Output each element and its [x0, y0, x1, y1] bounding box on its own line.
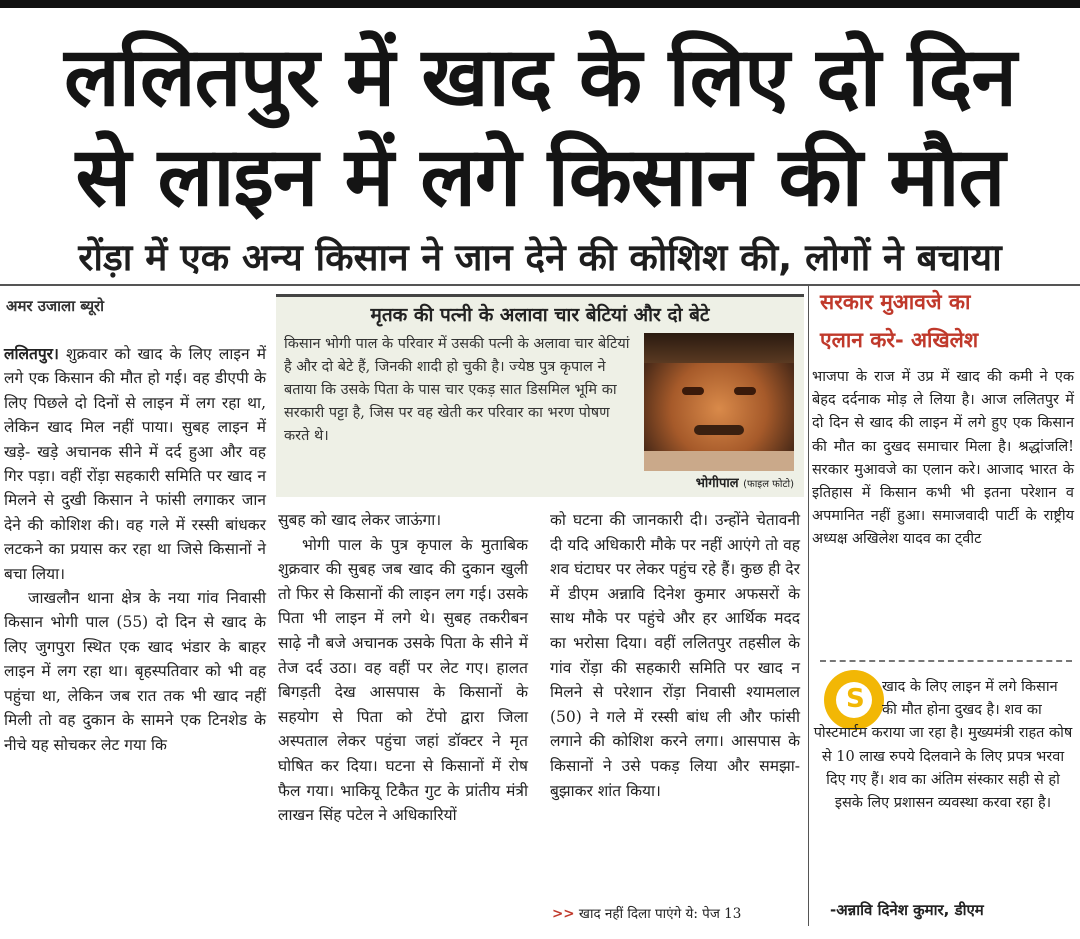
paragraph: शुक्रवार को खाद के लिए लाइन में लगे एक किसान की मौत हो गई। वह डीएपी के लिए पिछले दो दिनों से लाइन में लग रहा था, लेकिन खाद मिल नहीं पाया। सुबह लाइन में खड़े- खड़े अचानक सीने में दर्द हुआ और वह गिर पड़ा। वहीं रोंड़ा सहकारी समिति पर खाद न मिलने से दुखी किसान ने फांसी लगाकर जान देने की कोशिश की। वह गले में रस्सी बांधकर लटकने का प्रयास कर रहा था जिसे किसानों ने बचा लिया।	[4, 345, 266, 583]
quote-text: खाद के लिए लाइन में लगे किसान की मौत होना दुखद है। शव का	[882, 679, 1058, 719]
page-reference-text: खाद नहीं दिला पाएंगे ये: पेज 13	[578, 906, 742, 922]
caption-note: (फाइल फोटो)	[743, 479, 794, 490]
sidebar-box	[276, 294, 804, 497]
byline: अमर उजाला ब्यूरो	[6, 297, 105, 315]
side-story-title-2: एलान करे- अखिलेश	[820, 328, 979, 352]
paragraph: भोगी पाल के पुत्र कृपाल के मुताबिक शुक्रवार की सुबह जब खाद की दुकान खुली तो फिर से किसानों की लाइन लग गई। उसके पिता भी लाइन में लगे थे। सुबह तकरीबन साढ़े नौ बजे अचानक उसके पिता के सीने में तेज दर्द उठा। वह वहीं पर लेट गए। हालत बिगड़ती देख आसपास के किसानों के सहयोग से पिता को टेंपो द्वारा जिला अस्पताल लेकर पहुंचा जहां डॉक्टर ने मृत घोषित कर दिया। घटना से किसानों में रोष फैल गया। भाकियू टिकैत गुट के प्रांतीय मंत्री लाखन सिंह पटेल ने अधिकारियों	[278, 535, 528, 825]
caption-name: भोगीपाल	[695, 476, 739, 491]
quote-logo-icon: S	[824, 670, 884, 730]
subheadline: रोंड़ा में एक अन्य किसान ने जान देने की कोशिश की, लोगों ने बचाया	[78, 236, 1002, 279]
article-column-2	[278, 508, 528, 828]
official-quote	[812, 676, 1074, 815]
page-reference	[552, 904, 741, 922]
divider-line	[0, 284, 1080, 286]
side-story-text	[812, 366, 1074, 552]
side-story-title-1: सरकार मुआवजे का	[820, 290, 971, 314]
portrait-photo	[644, 333, 794, 471]
article-column-3	[550, 508, 800, 803]
quote-signature: -अन्नावि दिनेश कुमार, डीएम	[830, 901, 984, 919]
top-border	[0, 0, 1080, 8]
headline-line-2: से लाइन में लगे किसान की मौत	[75, 130, 1005, 225]
paragraph: भाजपा के राज में उप्र में खाद की कमी ने एक बेहद दर्दनाक मोड़ ले लिया है। आज ललितपुर में दो दिन से खाद की लाइन में लगे हुए एक किसान की मौत का दुखद समाचार मिला है। श्रद्धांजलि! सरकार मुआवजे का एलान करे। आजाद भारत के इतिहास में किसान कभी भी इतना परेशान व अपमानित नहीं हुआ। समाजवादी पार्टी के राष्ट्रीय अध्यक्ष अखिलेश यादव का ट्वीट	[812, 369, 1074, 548]
paragraph: को घटना की जानकारी दी। उन्होंने चेतावनी दी यदि अधिकारी मौके पर नहीं आएंगे तो वह शव घंटाघर पर लेकर पहुंच रहे हैं। कुछ ही देर में डीएम अन्नावि दिनेश कुमार अफसरों के साथ मौके पर पहुंचे और हर आर्थिक मदद का भरोसा दिया। वहीं ललितपुर तहसील के गांव रोंड़ा की सहकारी समिति पर खाद न मिलने से परेशान रोंड़ा निवासी श्यामलाल (50) ने गले में रस्सी बांध ली और फांसी लगाने की कोशिश करने लगा। आसपास के किसानों ने उसे पकड़ लिया और समझा-बुझाकर शांत किया।	[550, 511, 800, 800]
paragraph: जाखलौन थाना क्षेत्र के नया गांव निवासी किसान भोगी पाल (55) दो दिन से खाद के लिए जुगपुरा स्थित एक खाद भंडार के बाहर लाइन में लग रहा था। बृहस्पतिवार को भी वह पहुंचा था, लेकिन जब रात तक भी खाद नहीं मिली तो वह दुकान के सामने एक टिनशेड के नीचे यह सोचकर लेट गया कि	[4, 589, 266, 754]
article-column-1	[4, 342, 266, 757]
dateline: ललितपुर।	[4, 344, 59, 363]
quote-text: पोस्टमार्टम कराया जा रहा है। मुख्यमंत्री राहत कोष से 10 लाख रुपये दिलवाने के लिए प्रपत्र भरवा दिए गए हैं। शव का अंतिम संस्कार सही से हो इसके लिए प्रशासन व्यवस्था करवा रहा है।	[813, 725, 1073, 812]
box-text: किसान भोगी पाल के परिवार में उसकी पत्नी के अलावा चार बेटियां है और दो बेटे हैं, जिनकी शादी हो चुकी है। ज्येष्ठ पुत्र कृपाल ने बताया कि उसके पिता के पास चार एकड़ सात डिसमिल भूमि का सरकारी पट्टा है, जिस पर वह खेती कर परिवार का भरण पोषण करते थे।	[284, 336, 630, 444]
photo-caption	[644, 473, 794, 491]
paragraph: सुबह को खाद लेकर जाऊंगा।	[278, 511, 442, 529]
headline-line-1: ललितपुर में खाद के लिए दो दिन	[64, 30, 1016, 125]
column-divider	[808, 286, 809, 926]
box-title: मृतक की पत्नी के अलावा चार बेटियां और दो बेटे	[370, 304, 710, 326]
arrow-icon: >>	[552, 906, 575, 922]
dashed-divider	[820, 660, 1072, 662]
